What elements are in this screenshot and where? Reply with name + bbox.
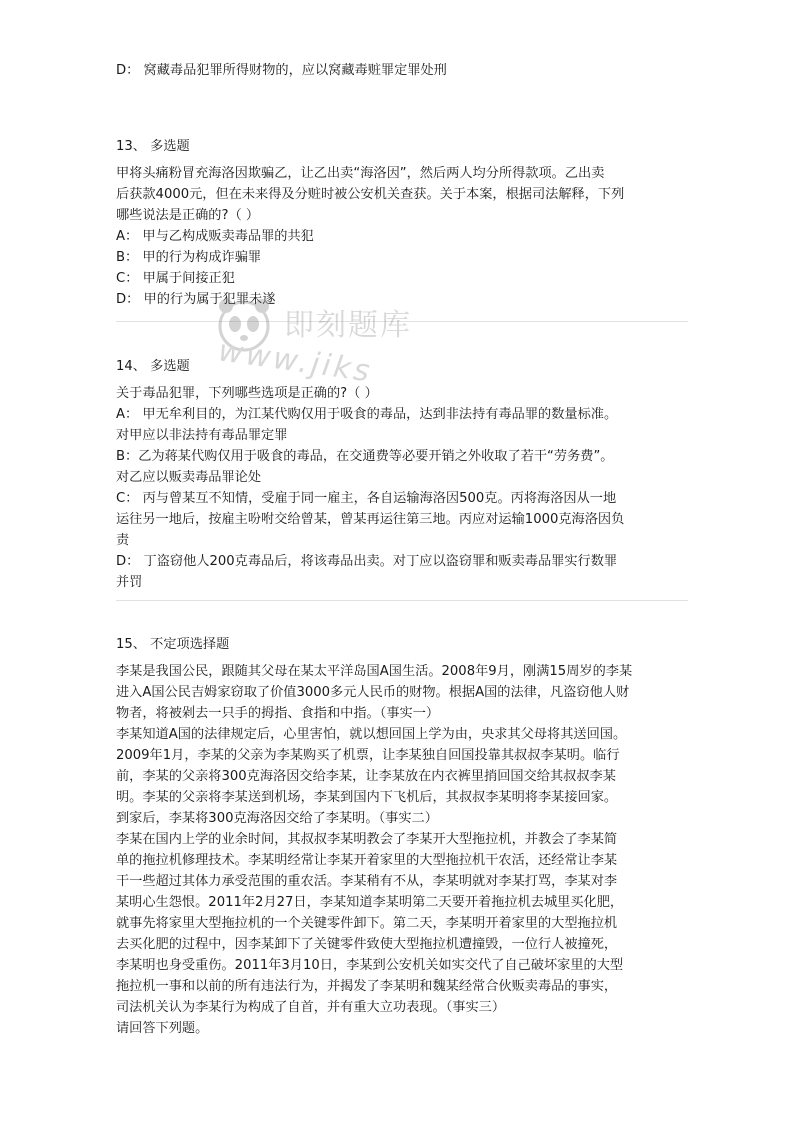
q13-option-d: D： 甲的行为属于犯罪未遂 bbox=[116, 292, 276, 307]
q14-option-line: 对甲应以非法持有毒品罪定罪 bbox=[116, 428, 288, 443]
q15-line: 前，李某的父亲将300克海洛因交给李某，让李某放在内衣裤里捎回国交给其叔叔李某 bbox=[116, 769, 616, 784]
q15-line: 某明心生怨恨。2011年2月27日，李某知道李某明第二天要开着拖拉机去城里买化肥， bbox=[116, 895, 624, 910]
q14-stem: 关于毒品犯罪，下列哪些选项是正确的?（ ） bbox=[116, 386, 378, 401]
q14-block bbox=[116, 356, 688, 593]
q15-line: 李某知道A国的法律规定后，心里害怕，就以想回国上学为由，央求其父母将其送回国。 bbox=[116, 727, 627, 742]
divider bbox=[116, 600, 688, 601]
q15-line: 进入A国公民吉姆家窃取了价值3000多元人民币的财物。根据A国的法律，凡盗窃他人财 bbox=[116, 685, 630, 700]
q14-option-line: A： 甲无牟利目的，为江某代购仅用于吸食的毒品，达到非法持有毒品罪的数量标准。 bbox=[116, 407, 618, 422]
q15-line: 请回答下列题。 bbox=[116, 1021, 209, 1036]
q15-line: 明。李某的父亲将李某送到机场，李某到国内下飞机后，其叔叔李某明将李某接回家。 bbox=[116, 790, 618, 805]
q13-header: 13、 多选题 bbox=[116, 139, 190, 154]
q15-line: 单的拖拉机修理技术。李某明经常让李某开着家里的大型拖拉机干农活，还经常让李某 bbox=[116, 853, 618, 868]
q14-option-line: 并罚 bbox=[116, 575, 143, 590]
q15-line: 拖拉机一事和以前的所有违法行为，并揭发了李某明和魏某经常合伙贩卖毒品的事实， bbox=[116, 979, 618, 994]
q15-line: 到家后，李某将300克海洛因交给了李某明。（事实二） bbox=[116, 811, 438, 826]
q13-option-b: B： 甲的行为构成诈骗罪 bbox=[116, 250, 262, 265]
q15-line: 2009年1月，李某的父亲为李某购买了机票，让李某独自回国投靠其叔叔李某明。临行 bbox=[116, 748, 620, 763]
watermark-url: www.jiks bbox=[216, 333, 375, 390]
q15-block bbox=[116, 634, 688, 1039]
q13-block bbox=[116, 136, 688, 310]
q15-header: 15、 不定项选择题 bbox=[116, 637, 230, 652]
q12-option-d: D： 窝藏毒品犯罪所得财物的，应以窝藏毒赃罪定罪处刑 bbox=[116, 63, 447, 78]
q12-block bbox=[116, 60, 688, 81]
q15-line: 李某明也身受重伤。2011年3月10日，李某到公安机关如实交代了自己破坏家里的大型 bbox=[116, 958, 624, 973]
q15-line: 去买化肥的过程中，因李某卸下了关键零件致使大型拖拉机遭撞毁，一位行人被撞死， bbox=[116, 937, 618, 952]
q14-option-line: B：乙为蒋某代购仅用于吸食的毒品，在交通费等必要开销之外收取了若干“劳务费”。 bbox=[116, 449, 614, 464]
q15-line: 李某在国内上学的业余时间，其叔叔李某明教会了李某开大型拖拉机，并教会了李某简 bbox=[116, 832, 618, 847]
q13-stem-line-1: 甲将头痛粉冒充海洛因欺骗乙，让乙出卖“海洛因”，然后两人均分所得款项。乙出卖 bbox=[116, 166, 605, 181]
q15-line: 李某是我国公民，跟随其父母在某太平洋岛国A国生活。2008年9月，刚满15周岁的李某 bbox=[116, 664, 633, 679]
q14-option-line: 运往另一地后，按雇主吩咐交给曾某，曾某再运往第三地。丙应对运输1000克海洛因负 bbox=[116, 512, 625, 527]
q13-stem-line-3: 哪些说法是正确的?（ ） bbox=[116, 208, 260, 223]
q14-option-line: 对乙应以贩卖毒品罪论处 bbox=[116, 470, 262, 485]
q14-option-line: C： 丙与曾某互不知情，受雇于同一雇主，各自运输海洛因500克。丙将海洛因从一地 bbox=[116, 491, 617, 506]
q15-line: 干一些超过其体力承受范围的重农活。李某稍有不从，李某明就对李某打骂，李某对李 bbox=[116, 874, 618, 889]
watermark-brand: 即刻题库 bbox=[284, 308, 412, 343]
q14-option-line: 责 bbox=[116, 533, 130, 548]
q13-stem-line-2: 后获款4000元，但在未来得及分赃时被公安机关查获。关于本案，根据司法解释，下列 bbox=[116, 187, 625, 202]
q15-line: 司法机关认为李某行为构成了自首，并有重大立功表现。（事实三） bbox=[116, 1000, 506, 1015]
q15-line: 就事先将家里大型拖拉机的一个关键零件卸下。第二天，李某明开着家里的大型拖拉机 bbox=[116, 916, 618, 931]
q14-option-line: D： 丁盗窃他人200克毒品后，将该毒品出卖。对丁应以盗窃罪和贩卖毒品罪实行数罪 bbox=[116, 554, 618, 569]
q13-option-c: C： 甲属于间接正犯 bbox=[116, 271, 235, 286]
q14-header: 14、 多选题 bbox=[116, 359, 190, 374]
q15-line: 物者，将被剁去一只手的拇指、食指和中指。（事实一） bbox=[116, 706, 440, 721]
q13-option-a: A： 甲与乙构成贩卖毒品罪的共犯 bbox=[116, 229, 314, 244]
divider bbox=[116, 321, 688, 322]
